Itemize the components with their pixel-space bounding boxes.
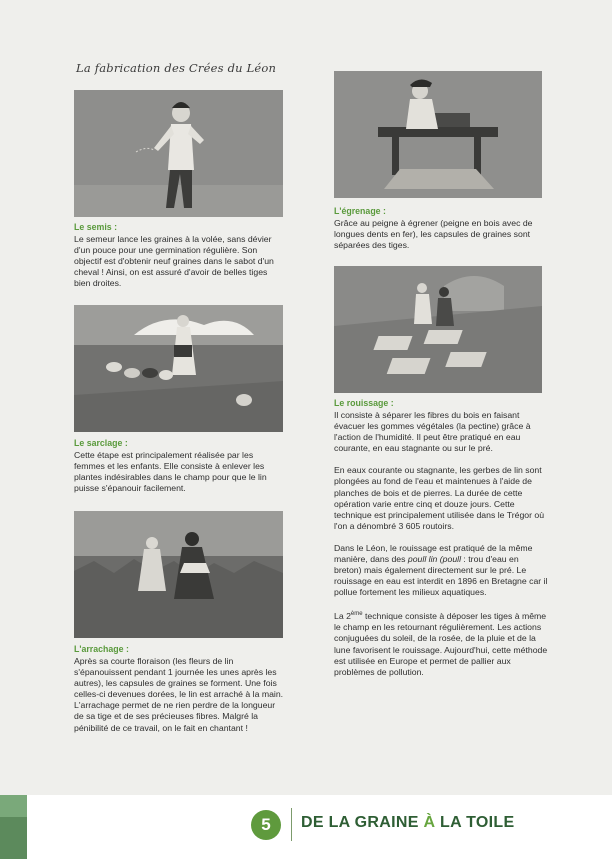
footer-divider xyxy=(291,808,292,841)
rippling-text xyxy=(334,218,546,251)
pulling-paragraph: Après sa courte floraison (les fleurs de lin s'épanouissent pendant 1 journée les unes après les autres), les capsules de graines se forment. Une fois celles-ci devenues dorées, le lin est arraché à la main. L'arrachage permet de ne rien perdre de la longueur de sa tige et de ses précieuses fibres. Malgré la pénibilité de ce travail, on le fait en chantant ! xyxy=(74,656,284,733)
retting-p3-end: : trou d'eau en breton) mais également directement sur le pré. Le rouissage en eau est interdit en 1896 en Bretagne car il pollue fortement les milieux aquatiques. xyxy=(334,554,548,598)
retting-illustration xyxy=(334,266,542,393)
sowing-text xyxy=(74,234,286,289)
retting-text xyxy=(334,410,548,678)
retting-p3-start: Dans le Léon, le rouissage est pratiqué de la même manière, dans des xyxy=(334,542,533,565)
retting-p4-end: technique consiste à déposer les tiges à même le champ en les retournant régulièrement. Les actions conjuguées du soleil, de la rosée, de la pluie et de la lune favorisent le rouissage. Aujourd'hui, cette méthode est utilisée en Europe et permet de pallier aux problèmes de pollution. xyxy=(334,611,548,677)
sowing-paragraph: Le semeur lance les graines à la volée, sans dévier d'un pouce pour une germination régulière. Son objectif est d'obtenir neuf graines dans le sabot d'un cheval ! Ainsi, on est assuré d'avoir de belles tiges bien droites. xyxy=(74,234,274,289)
retting-p3-italic: poull lin (poull xyxy=(407,554,462,565)
sowing-heading: Le semis : xyxy=(74,222,118,232)
weeding-heading: Le sarclage : xyxy=(74,438,128,448)
rippling-illustration xyxy=(334,71,542,198)
footer-title-part-2: À xyxy=(423,814,436,831)
page-title: La fabrication des Crées du Léon xyxy=(76,61,277,75)
pulling-illustration xyxy=(74,511,283,638)
rippling-paragraph: Grâce au peigne à égrener (peigne en bois avec de longues dents en fer), les capsules de graines sont séparées des tiges. xyxy=(334,218,533,251)
retting-p4-start: La 2 xyxy=(334,611,351,622)
weeding-text xyxy=(74,450,284,494)
sowing-illustration xyxy=(74,90,283,217)
weeding-paragraph: Cette étape est principalement réalisée par les femmes et les enfants. Elle consiste à enlever les plantes indésirables dans le champ pour que le lin puisse s'épanouir facilement. xyxy=(74,450,267,494)
rippling-heading: L'égrenage : xyxy=(334,206,386,216)
weeding-illustration xyxy=(74,305,283,432)
retting-heading: Le rouissage : xyxy=(334,398,394,408)
retting-paragraph-1: Il consiste à séparer les fibres du bois en faisant évacuer les gommes végétales (la pectine) grâce à l'action de l'humidité. Il peut être pratiqué en eau courante, en eau stagnante ou sur le pré. xyxy=(334,410,531,454)
retting-paragraph-4 xyxy=(334,609,548,677)
pulling-heading: L'arrachage : xyxy=(74,644,129,654)
retting-paragraph-2: En eaux courante ou stagnante, les gerbes de lin sont plongées au fond de l'eau et maintenues à l'aide de planches de bois et de pierres. La durée de cette opération varie entre cinq et douze jours. Cette technique est principalement utilisée dans le Trégor où l'on a dénombré 3 605 routoirs. xyxy=(334,465,545,531)
page-number-badge: 5 xyxy=(251,810,281,840)
retting-paragraph-3 xyxy=(334,543,548,598)
footer-title xyxy=(301,814,514,832)
footer-title-part-3: LA TOILE xyxy=(440,814,515,831)
retting-p4-sup: ème xyxy=(350,611,363,618)
footer-side-tab-accent xyxy=(0,795,27,817)
pulling-text xyxy=(74,656,286,734)
footer-title-part-1: DE LA GRAINE xyxy=(301,814,419,831)
